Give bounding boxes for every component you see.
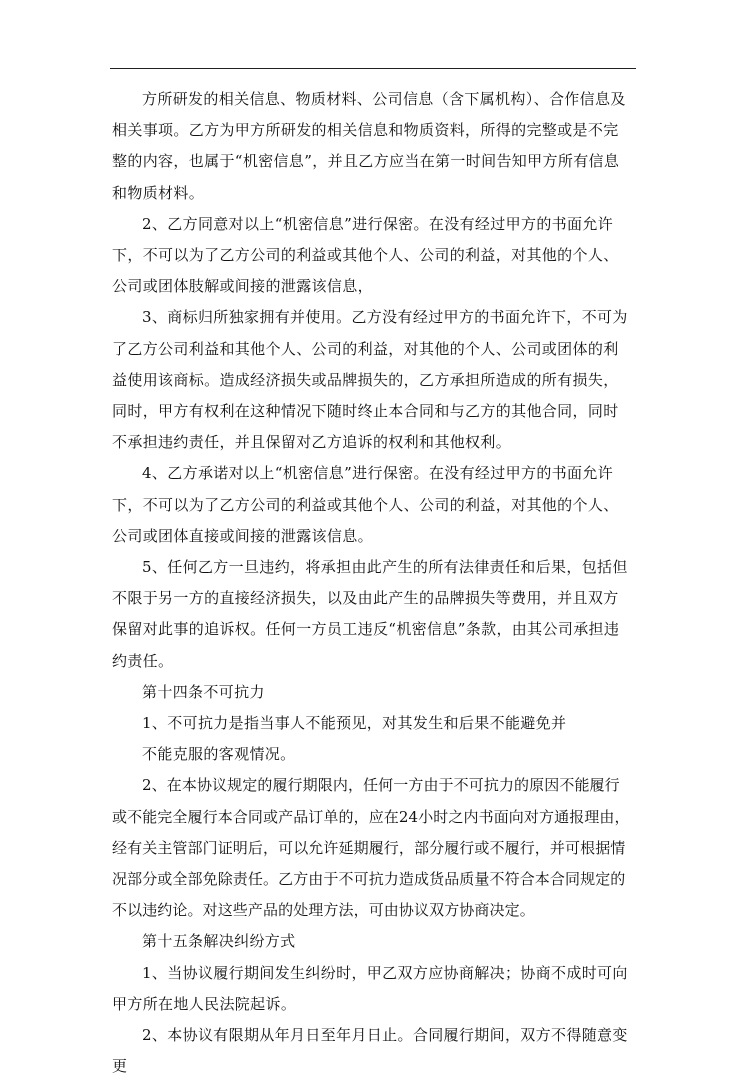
section-heading-force-majeure: 第十四条不可抗力 [142, 682, 265, 701]
paragraph-breach-clause-5: 5、任何乙方一旦违约，将承担由此产生的所有法律责任和后果，包括但不限于另一方的直接经济损失，以及由此产生的品牌损失等费用，并且双方保留对此事的追诉权。任何一方员工违反“机密信息”条款，由其公司承担违约责任。 [112, 558, 628, 670]
header-rule [110, 68, 636, 69]
paragraph-force-majeure-definition-cont: 不能克服的客观情况。 [142, 745, 296, 764]
paragraph-trademark-clause-3: 3、商标归所独家拥有并使用。乙方没有经过甲方的书面允许下，不可为了乙方公司利益和其他个人、公司的利益，对其他的个人、公司或团体的利益使用该商标。造成经济损失或品牌损失的，乙方承担所造成的所有损失，同时，甲方有权利在这种情况下随时终止本合同和与乙方的其他合同，同时不承担违约责任，并且保留对乙方追诉的权利和其他权利。 [112, 308, 628, 452]
paragraph-confidentiality-clause-2: 2、乙方同意对以上“机密信息”进行保密。在没有经过甲方的书面允许下，不可以为了乙方公司的利益或其他个人、公司的利益，对其他的个人、公司或团体肢解或间接的泄露该信息， [112, 214, 619, 296]
section-heading-dispute-resolution: 第十五条解决纠纷方式 [142, 932, 296, 951]
paragraph-confidentiality-clause-4: 4、乙方承诺对以上“机密信息”进行保密。在没有经过甲方的书面允许下，不可以为了乙方公司的利益或其他个人、公司的利益，对其他的个人、公司或团体直接或间接的泄露该信息。 [112, 464, 619, 545]
paragraph-confidential-info-scope: 方所研发的相关信息、物质材料、公司信息（含下属机构）、合作信息及相关事项。乙方为甲方所研发的相关信息和物质资料，所得的完整或是不完整的内容，也属于“机密信息”，并且乙方应当在第一时间告知甲方所有信息和物质材料。 [112, 90, 626, 202]
paragraph-dispute-clause-1: 1、当协议履行期间发生纠纷时，甲乙双方应协商解决；协商不成时可向甲方所在地人民法院起诉。 [112, 963, 628, 1013]
paragraph-force-majeure-clause-2: 2、在本协议规定的履行期限内，任何一方由于不可抗力的原因不能履行或不能完全履行本合同或产品订单的，应在24小时之内书面向对方通报理由，经有关主管部门证明后，可以允许延期履行，部分履行或不履行，并可根据情况部分或全部免除责任。乙方由于不可抗力造成货品质量不符合本合同规定的不以违约论。对这些产品的处理方法，可由协议双方协商决定。 [112, 776, 630, 920]
paragraph-force-majeure-definition: 1、不可抗力是指当事人不能预见，对其发生和后果不能避免并 [142, 714, 567, 733]
document-body [112, 84, 632, 1083]
paragraph-term-clause-2: 2、本协议有限期从年月日至年月日止。合同履行期间，双方不得随意变更 [112, 1026, 628, 1076]
